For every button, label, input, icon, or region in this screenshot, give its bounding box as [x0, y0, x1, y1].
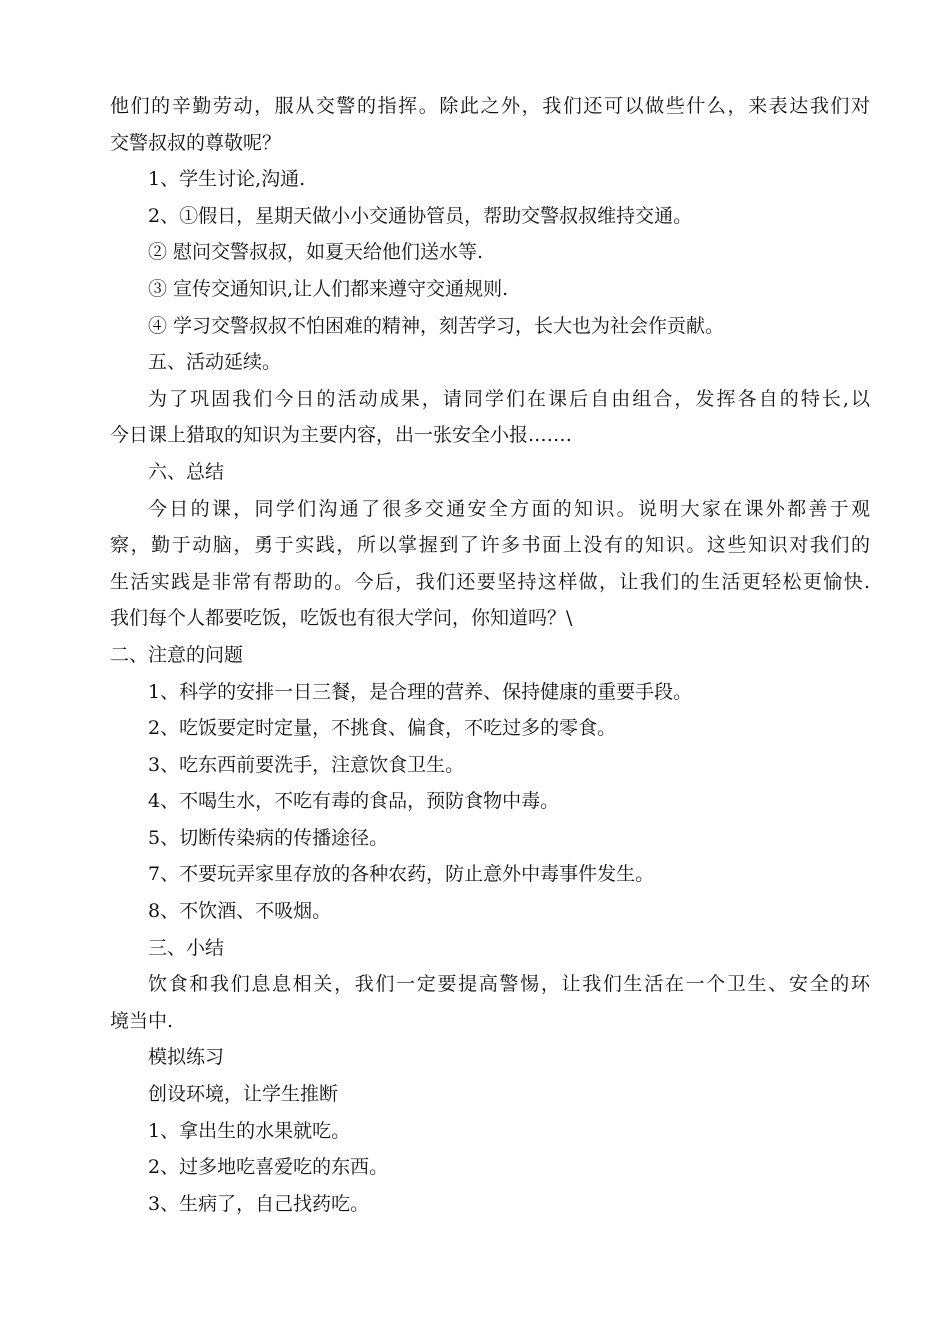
text-line: 他们的辛勤劳动，服从交警的指挥。除此之外，我们还可以做些什么，来表达我们对: [110, 95, 870, 117]
text-line: 今日课上猎取的知识为主要内容，出一张安全小报.……: [110, 424, 573, 447]
text-line: 1、科学的安排一日三餐，是合理的营养、保持健康的重要手段。: [148, 680, 693, 703]
text-line: 5、切断传染病的传播途径。: [148, 826, 389, 849]
text-line: 4、不喝生水，不吃有毒的食品，预防食物中毒。: [148, 790, 560, 813]
document-page: [110, 88, 870, 1222]
text-line: 饮食和我们息息相关，我们一定要提高警惕，让我们生活在一个卫生、安全的环: [148, 973, 870, 996]
text-line: 二、注意的问题: [110, 643, 244, 666]
text-line: 7、不要玩弄家里存放的各种农药，防止意外中毒事件发生。: [148, 863, 655, 886]
text-line: 3、吃东西前要洗手，注意饮食卫生。: [148, 753, 465, 776]
text-line: 模拟练习: [148, 1046, 225, 1069]
text-line: ④ 学习交警叔叔不怕困难的精神，刻苦学习，长大也为社会作贡献。: [148, 314, 725, 337]
text-line: 3、生病了，自己找药吃。: [148, 1192, 370, 1215]
text-line: 2、吃饭要定时定量，不挑食、偏食，不吃过多的零食。: [148, 717, 617, 740]
text-line: 1、拿出生的水果就吃。: [148, 1119, 351, 1142]
document-body: [110, 88, 870, 1222]
text-line: 三、小结: [148, 936, 225, 959]
text-line: 1、学生讨论,沟通.: [148, 168, 306, 191]
text-line: 创设环境，让学生推断: [148, 1083, 339, 1106]
text-line: 交警叔叔的尊敬呢？: [110, 131, 282, 154]
text-line: 境当中.: [110, 1009, 174, 1032]
text-line: 2、过多地吃喜爱吃的东西。: [148, 1156, 389, 1179]
text-line: 今日的课，同学们沟通了很多交通安全方面的知识。说明大家在课外都善于观: [148, 497, 870, 520]
text-line: 8、不饮酒、不吸烟。: [148, 900, 332, 923]
text-line: 我们每个人都要吃饭，吃饭也有很大学问，你知道吗？\: [110, 607, 573, 630]
text-line: ③ 宣传交通知识,让人们都来遵守交通规则.: [148, 277, 509, 300]
text-line: 生活实践是非常有帮助的。今后，我们还要坚持这样做，让我们的生活更轻松更愉快.: [110, 570, 870, 593]
text-line: 2、①假日，星期天做小小交通协管员，帮助交警叔叔维持交通。: [148, 204, 693, 227]
text-line: ② 慰问交警叔叔，如夏天给他们送水等.: [148, 241, 484, 264]
text-line: 六、总结: [148, 460, 225, 483]
text-line: 五、活动延续。: [148, 351, 282, 374]
text-line: 察，勤于动脑，勇于实践，所以掌握到了许多书面上没有的知识。这些知识对我们的: [110, 534, 870, 557]
text-line: 为了巩固我们今日的活动成果，请同学们在课后自由组合，发挥各自的特长,以: [148, 387, 870, 410]
